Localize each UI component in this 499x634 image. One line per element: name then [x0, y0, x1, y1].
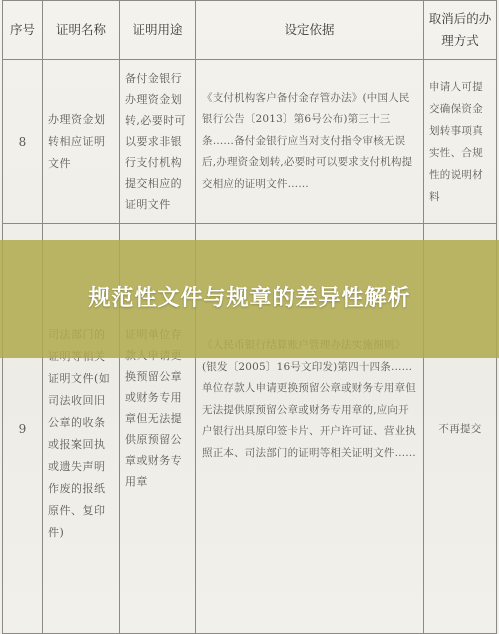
title-banner: [0, 240, 499, 358]
header-basis: 设定依据: [196, 1, 424, 60]
header-use: 证明用途: [120, 1, 196, 60]
header-seq: 序号: [3, 1, 43, 60]
row-seq: 8: [3, 60, 43, 224]
row-way: 申请人可提交确保资金划转事项真实性、合规性的说明材料: [424, 60, 497, 224]
table-row: [3, 60, 497, 224]
banner-title: 规范性文件与规章的差异性解析: [88, 286, 411, 311]
header-way: 取消后的办理方式: [424, 1, 497, 60]
row-use: 换预留公章或财务专用章但无法提供原预留公章或财务专用章: [120, 224, 196, 634]
row-use: 备付金银行办理资金划转,必要时可以要求非银行支付机构提交相应的证明文件: [120, 60, 196, 224]
row-basis: (银发〔2005〕16号文印发)第四十四条……单位存款人申请更换预留公章或财务专用章但无法提供原预留公章或财务专用章的,应向开户银行出具原印签卡片、开户许可证、营业执照正本、司法部门的证明等相关证明文件……: [196, 224, 424, 634]
row-name: 办理资金划转相应证明文件: [43, 60, 120, 224]
row-name: 证明文件(如司法收回旧公章的收条或报案回执或遗失声明作废的报纸原件、复印件): [43, 224, 120, 634]
header-name: 证明名称: [43, 1, 120, 60]
table-header-row: [3, 1, 497, 60]
row-seq: 9: [3, 224, 43, 634]
row-way: 不再提交: [424, 224, 497, 634]
row-basis: 《支付机构客户备付金存管办法》(中国人民银行公告〔2013〕第6号公布)第三十三条……备付金银行应当对支付指令审核无误后,办理资金划转,必要时可以要求支付机构提交相应的证明文件……: [196, 60, 424, 224]
